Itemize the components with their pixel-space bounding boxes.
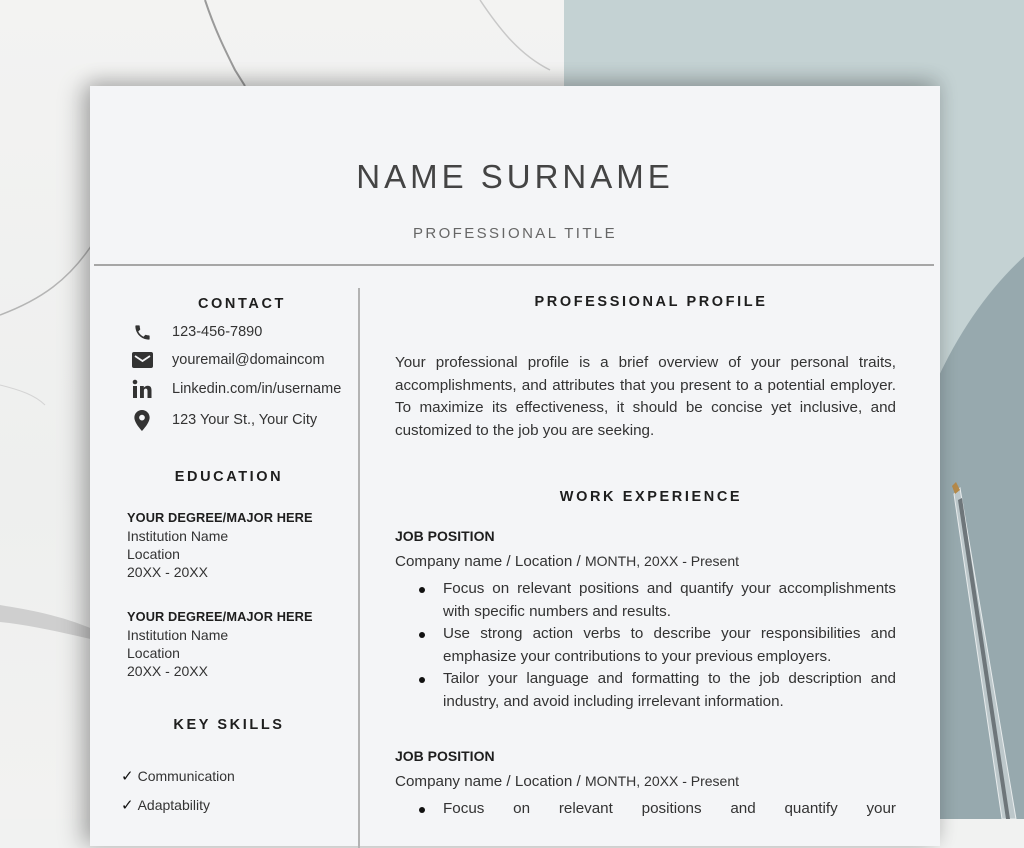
education-entry [127,608,313,680]
professional-title: PROFESSIONAL TITLE [412,225,618,242]
education-heading: EDUCATION [174,469,284,485]
job-company-dates [395,773,739,790]
degree: YOUR DEGREE/MAJOR HERE [127,609,313,624]
profile-summary: Your professional profile is a brief overview of your personal traits, accomplishments, and attributes that you present to a potential employer. To maximize its effectiveness, it should be concise yet inclusive, and customized to the job you are seeking. [395,354,896,440]
job-company-dates [395,553,739,570]
contact-email [130,348,325,372]
job-bullets [395,798,896,821]
bullet-item: Tailor your language and formatting to the job description and industry, and avoid including irrelevant information. [395,668,896,713]
professional-profile-heading: PROFESSIONAL PROFILE [534,294,768,310]
right-column [395,86,896,846]
linkedin-icon [130,378,154,400]
job-position: JOB POSITION [395,748,495,764]
email-icon [130,349,154,371]
skill-label: Communication [137,768,235,784]
skill-item [121,767,235,785]
location: Location [127,546,180,562]
contact-linkedin [130,377,341,401]
contact-heading: CONTACT [197,296,286,312]
resume-name: NAME SURNAME [356,158,674,195]
skill-item [121,796,210,814]
contact-phone [130,320,262,344]
street-address: 123 Your St., Your City [172,412,318,428]
phone-number: 123-456-7890 [172,324,263,340]
company-location: Company name / Location / [395,773,585,790]
job-dates: MONTH, 20XX - Present [584,773,739,789]
years: 20XX - 20XX [127,564,208,580]
years: 20XX - 20XX [127,663,208,679]
checkmark-icon: ✓ [121,768,134,785]
left-column [90,86,358,846]
institution: Institution Name [127,528,229,544]
email-address: youremail@domaincom [172,352,325,368]
column-divider [358,288,360,848]
contact-address [130,408,317,432]
location: Location [127,645,180,661]
checkmark-icon: ✓ [121,797,134,814]
bullet-item: Focus on relevant positions and quantify your [395,798,896,821]
job-dates: MONTH, 20XX - Present [584,553,739,569]
skill-label: Adaptability [137,797,210,813]
key-skills-heading: KEY SKILLS [173,717,285,733]
pen-decoration [940,480,1024,819]
linkedin-url: Linkedin.com/in/username [172,381,342,397]
education-entry [127,509,313,581]
work-experience-heading: WORK EXPERIENCE [559,489,743,505]
job-position: JOB POSITION [395,528,495,544]
institution: Institution Name [127,627,229,643]
job-bullets [395,578,896,713]
company-location: Company name / Location / [395,553,585,570]
location-pin-icon [130,409,154,431]
bullet-item: Use strong action verbs to describe your responsibilities and emphasize your contributions to your previous employers. [395,623,896,668]
bullet-item: Focus on relevant positions and quantify your accomplishments with specific numbers and results. [395,578,896,623]
degree: YOUR DEGREE/MAJOR HERE [127,510,313,525]
resume-page [90,86,940,846]
phone-icon [130,321,154,343]
